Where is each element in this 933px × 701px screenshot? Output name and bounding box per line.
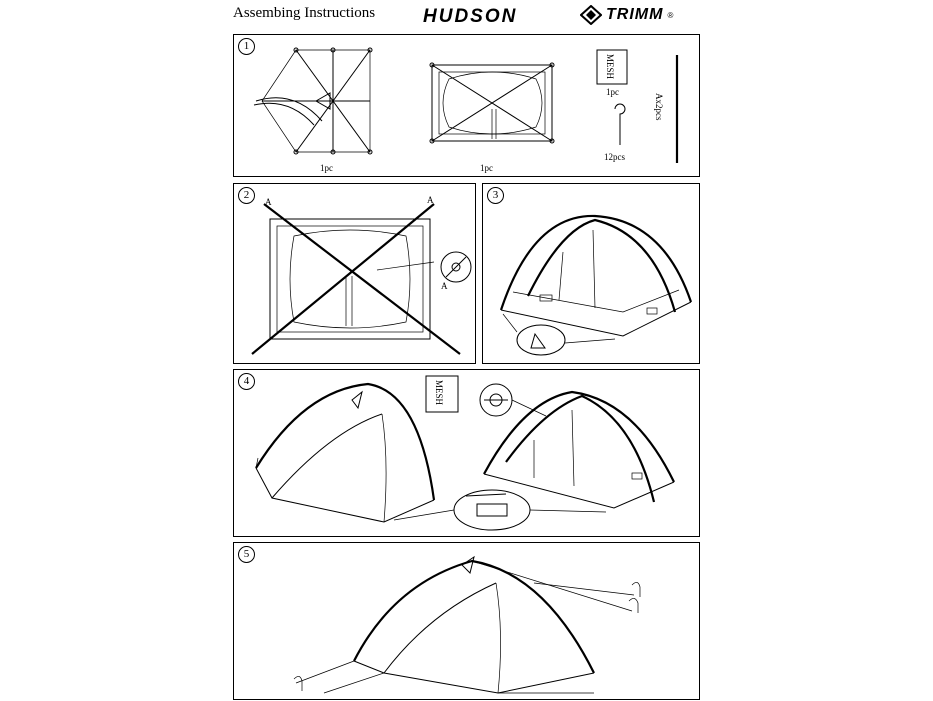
inner-tent-layout-illustration bbox=[234, 35, 701, 178]
pole-a-right-label: A bbox=[427, 195, 434, 205]
flysheet-quantity: 1pc bbox=[480, 163, 493, 173]
guyed-tent-illustration bbox=[234, 543, 701, 701]
pegs-quantity: 12pcs bbox=[604, 152, 625, 162]
step-3-number: 3 bbox=[487, 187, 504, 204]
step-4-panel bbox=[233, 369, 700, 537]
step-2-number: 2 bbox=[238, 187, 255, 204]
step-1-panel bbox=[233, 34, 700, 177]
logo-text: TRIMM bbox=[606, 6, 664, 23]
flysheet-attachment-illustration bbox=[234, 370, 701, 538]
pole-crossing-illustration bbox=[234, 184, 477, 365]
step-1-number: 1 bbox=[238, 38, 255, 55]
step-2-panel bbox=[233, 183, 476, 364]
step-5-number: 5 bbox=[238, 546, 255, 563]
step-3-panel bbox=[482, 183, 700, 364]
mesh-bag-label: MESH bbox=[605, 54, 615, 80]
document-title: Assembing Instructions bbox=[233, 5, 376, 21]
trimm-logo-icon bbox=[580, 5, 602, 25]
raised-inner-tent-illustration bbox=[483, 184, 701, 365]
step-4-number: 4 bbox=[238, 373, 255, 390]
inner-tent-quantity: 1pc bbox=[320, 163, 333, 173]
mesh-bag-label: MESH bbox=[434, 380, 444, 406]
registered-mark: ® bbox=[667, 10, 674, 20]
step-5-panel bbox=[233, 542, 700, 700]
brand-logo bbox=[580, 4, 673, 26]
product-name: HUDSON bbox=[423, 6, 518, 27]
pole-a-left-label: A bbox=[265, 197, 272, 207]
clip-detail-label: A bbox=[441, 281, 448, 291]
mesh-bag-quantity: 1pc bbox=[606, 87, 619, 97]
poles-quantity: Ax2pcs bbox=[654, 93, 664, 121]
